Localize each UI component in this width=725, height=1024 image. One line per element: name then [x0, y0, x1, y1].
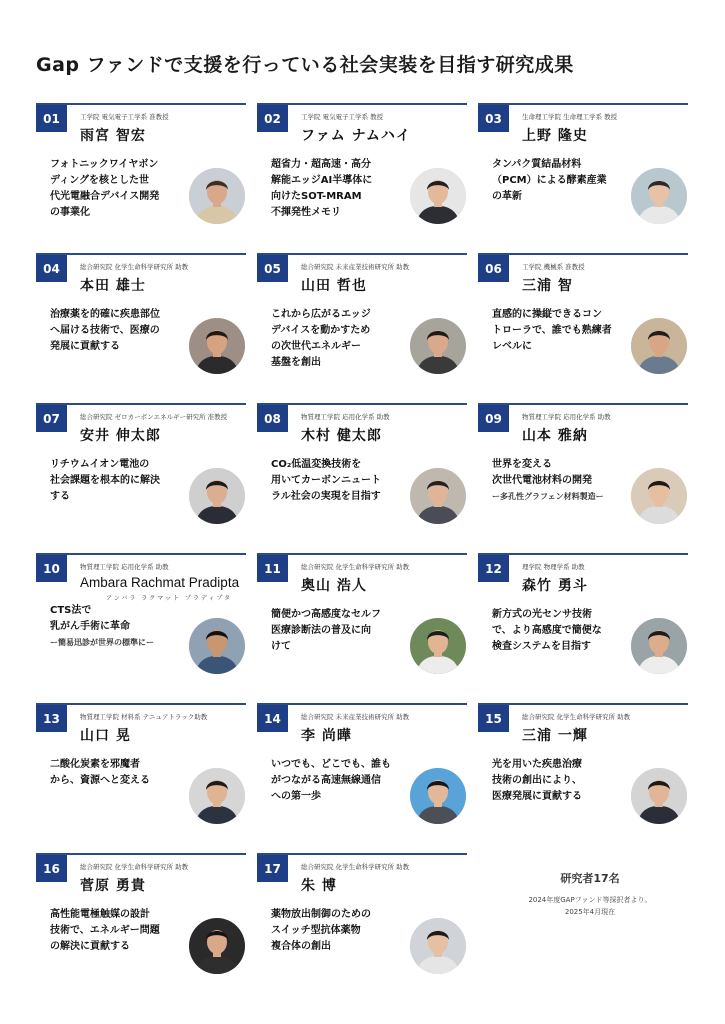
- researcher-name: 雨宮 智宏: [80, 128, 146, 144]
- card-number: 06: [478, 255, 509, 282]
- researcher-affiliation: 生命理工学院 生命理工学系 教授: [522, 113, 618, 121]
- research-description: [50, 157, 190, 221]
- researcher-name: 森竹 勇斗: [522, 578, 588, 594]
- description-line: 光を用いた疾患治療: [492, 759, 582, 770]
- footer-note: [510, 894, 670, 918]
- footer-note-line1: 2024年度GAPファンド等採択者より。: [528, 896, 652, 904]
- researcher-card: [257, 253, 467, 379]
- researcher-photo: [410, 168, 466, 224]
- card-number: 10: [36, 555, 67, 582]
- research-description: [492, 457, 632, 505]
- researcher-name: 菅原 勇貴: [80, 878, 146, 894]
- researcher-photo: [189, 318, 245, 374]
- researcher-card: [36, 853, 246, 979]
- research-description: [492, 157, 632, 205]
- researcher-name: 山田 哲也: [301, 278, 367, 294]
- card-number: 14: [257, 705, 288, 732]
- description-line: リチウムイオン電池の: [50, 459, 150, 470]
- researcher-photo: [189, 618, 245, 674]
- research-description: [271, 457, 411, 505]
- description-line: （PCM）による酵素産業: [492, 175, 607, 186]
- researcher-photo: [410, 918, 466, 974]
- researcher-photo: [631, 468, 687, 524]
- description-line: の次世代エネルギー: [271, 341, 361, 352]
- research-description: [50, 603, 190, 651]
- description-line: 代光電融合デバイス開発: [50, 191, 160, 202]
- description-line: 高性能電極触媒の設計: [50, 909, 150, 920]
- researcher-affiliation: 総合研究院 化学生命科学研究所 助教: [301, 863, 410, 871]
- researcher-card: [36, 403, 246, 529]
- description-line: 薬物放出制御のための: [271, 909, 371, 920]
- card-number: 15: [478, 705, 509, 732]
- description-line: デバイスを動かすため: [271, 325, 371, 336]
- researcher-card: [478, 703, 688, 829]
- researcher-card: [36, 553, 246, 679]
- description-line: がつながる高速無線通信: [271, 775, 381, 786]
- researcher-photo: [631, 318, 687, 374]
- researcher-affiliation: 総合研究院 化学生命科学研究所 助教: [80, 863, 189, 871]
- researcher-card: [478, 403, 688, 529]
- description-line: 社会課題を根本的に解決: [50, 475, 160, 486]
- card-number: 05: [257, 255, 288, 282]
- researcher-photo: [410, 768, 466, 824]
- description-line: これから広がるエッジ: [271, 309, 371, 320]
- research-description: [492, 307, 632, 355]
- researcher-card: [257, 553, 467, 679]
- description-line: CTS法で: [50, 605, 92, 616]
- description-line: いつでも、どこでも、誰も: [271, 759, 391, 770]
- research-description: [271, 607, 411, 655]
- card-number: 12: [478, 555, 509, 582]
- research-description: [50, 907, 190, 955]
- card-number: 02: [257, 105, 288, 132]
- researcher-affiliation: 物質理工学院 応用化学系 助教: [80, 563, 169, 571]
- researcher-affiliation: 工学院 電気電子工学系 教授: [301, 113, 384, 121]
- description-line: から、資源へと変える: [50, 775, 150, 786]
- researcher-card: [257, 703, 467, 829]
- description-line: 技術で、エネルギー問題: [50, 925, 160, 936]
- description-line: 医療発展に貢献する: [492, 791, 582, 802]
- card-number: 07: [36, 405, 67, 432]
- researcher-name: 三浦 智: [522, 278, 573, 294]
- description-line: 新方式の光センサ技術: [492, 609, 592, 620]
- description-line: へ届ける技術で、医療の: [50, 325, 160, 336]
- researcher-card: [478, 553, 688, 679]
- description-subtitle: ー簡易迅診が世界の標準にー: [50, 638, 154, 647]
- researcher-name: Ambara Rachmat Pradipta: [80, 575, 240, 590]
- card-number: 03: [478, 105, 509, 132]
- card-number: 01: [36, 105, 67, 132]
- description-line: タンパク質結晶材料: [492, 159, 582, 170]
- research-description: [50, 307, 190, 355]
- card-number: 08: [257, 405, 288, 432]
- description-line: 簡便かつ高感度なセルフ: [271, 609, 381, 620]
- research-description: [492, 607, 632, 655]
- researcher-name: 李 尚曄: [301, 728, 352, 744]
- description-line: 二酸化炭素を邪魔者: [50, 759, 140, 770]
- description-line: スイッチ型抗体薬物: [271, 925, 361, 936]
- description-line: CO₂低温変換技術を: [271, 459, 362, 470]
- description-line: する: [50, 491, 70, 502]
- description-line: の革新: [492, 191, 522, 202]
- footer-note-line2: 2025年4月現在: [564, 908, 616, 916]
- researcher-name: 山本 雅納: [522, 428, 588, 444]
- researcher-card: [478, 103, 688, 229]
- research-description: [50, 757, 190, 789]
- description-line: 治療薬を的確に疾患部位: [50, 309, 160, 320]
- description-line: ディングを核とした世: [50, 175, 149, 186]
- description-line: の解決に貢献する: [50, 941, 130, 952]
- research-description: [271, 307, 411, 371]
- researcher-affiliation: 物質理工学院 応用化学系 助教: [522, 413, 611, 421]
- description-line: への第一歩: [271, 791, 321, 802]
- card-number: 13: [36, 705, 67, 732]
- card-number: 16: [36, 855, 67, 882]
- description-line: で、より高感度で簡便な: [492, 625, 602, 636]
- researcher-affiliation: 総合研究院 化学生命科学研究所 助教: [522, 713, 631, 721]
- description-subtitle: ー多孔性グラフェン材料製造ー: [492, 492, 604, 501]
- researcher-card: [257, 103, 467, 229]
- researcher-photo: [410, 468, 466, 524]
- researcher-name: 上野 隆史: [522, 128, 588, 144]
- researcher-card: [36, 103, 246, 229]
- researcher-count: 研究者17名: [560, 872, 620, 885]
- researcher-name: 奥山 浩人: [301, 578, 367, 594]
- description-line: 検査システムを目指す: [492, 641, 591, 652]
- researcher-affiliation: 物質理工学院 材料系 テニュアトラック助教: [80, 713, 208, 721]
- research-description: [50, 457, 190, 505]
- researcher-name-reading: アンバラ ラクマット プラディプタ: [106, 595, 233, 602]
- researcher-photo: [410, 618, 466, 674]
- researcher-card: [36, 253, 246, 379]
- description-line: 発展に貢献する: [50, 341, 120, 352]
- researcher-name: 三浦 一輝: [522, 728, 588, 744]
- researcher-affiliation: 物質理工学院 応用化学系 助教: [301, 413, 390, 421]
- researcher-affiliation: 総合研究院 ゼロカーボンエネルギー研究所 准教授: [80, 413, 228, 421]
- card-number: 04: [36, 255, 67, 282]
- description-line: 乳がん手術に革命: [50, 621, 130, 632]
- researcher-photo: [410, 318, 466, 374]
- researcher-name: 木村 健太郎: [301, 428, 382, 444]
- researcher-photo: [631, 618, 687, 674]
- researcher-photo: [189, 768, 245, 824]
- card-number: 11: [257, 555, 288, 582]
- researcher-card: [257, 403, 467, 529]
- page-title: Gap ファンドで支援を行っている社会実装を目指す研究成果: [36, 54, 574, 76]
- description-line: けて: [271, 641, 291, 652]
- research-description: [271, 907, 411, 955]
- description-line: 医療診断法の普及に向: [271, 625, 371, 636]
- researcher-affiliation: 総合研究院 化学生命科学研究所 助教: [301, 563, 410, 571]
- description-line: 解能エッジAI半導体に: [271, 175, 373, 186]
- research-description: [492, 757, 632, 805]
- researcher-affiliation: 工学院 機械系 准教授: [522, 263, 585, 271]
- research-description: [271, 757, 411, 805]
- researcher-affiliation: 総合研究院 化学生命科学研究所 助教: [80, 263, 189, 271]
- description-line: 技術の創出により、: [492, 775, 582, 786]
- researcher-name: ファム ナムハイ: [301, 128, 411, 144]
- description-line: 超省力・超高速・高分: [271, 159, 371, 170]
- description-line: の事業化: [50, 207, 90, 218]
- researcher-name: 安井 伸太郎: [80, 428, 161, 444]
- researcher-affiliation: 理学院 物理学系 助教: [522, 563, 585, 571]
- researcher-affiliation: 総合研究院 未来産業技術研究所 助教: [301, 263, 410, 271]
- researcher-name: 朱 博: [301, 878, 337, 894]
- footer-summary: [510, 870, 670, 918]
- description-line: 向けたSOT-MRAM: [271, 191, 362, 202]
- card-number: 09: [478, 405, 509, 432]
- researcher-photo: [189, 468, 245, 524]
- description-line: 次世代電池材料の開発: [492, 475, 592, 486]
- researcher-photo: [631, 768, 687, 824]
- research-description: [271, 157, 411, 221]
- researcher-name: 本田 雄士: [80, 278, 146, 294]
- description-line: 直感的に操縦できるコン: [492, 309, 602, 320]
- description-line: レベルに: [492, 341, 532, 352]
- researcher-card: [36, 703, 246, 829]
- researcher-photo: [189, 168, 245, 224]
- researcher-card: [257, 853, 467, 979]
- description-line: 基盤を創出: [271, 357, 321, 368]
- description-line: 複合体の創出: [271, 941, 331, 952]
- description-line: ラル社会の実現を目指す: [271, 491, 381, 502]
- researcher-name: 山口 晃: [80, 728, 131, 744]
- description-line: 用いてカーボンニュート: [271, 475, 381, 486]
- description-line: トローラで、誰でも熟練者: [492, 325, 612, 336]
- description-line: フォトニックワイヤボン: [50, 159, 159, 170]
- researcher-photo: [189, 918, 245, 974]
- researcher-affiliation: 総合研究院 未来産業技術研究所 助教: [301, 713, 410, 721]
- card-number: 17: [257, 855, 288, 882]
- researcher-card: [478, 253, 688, 379]
- description-line: 世界を変える: [492, 459, 552, 470]
- researcher-affiliation: 工学院 電気電子工学系 准教授: [80, 113, 169, 121]
- description-line: 不揮発性メモリ: [271, 207, 341, 218]
- researcher-photo: [631, 168, 687, 224]
